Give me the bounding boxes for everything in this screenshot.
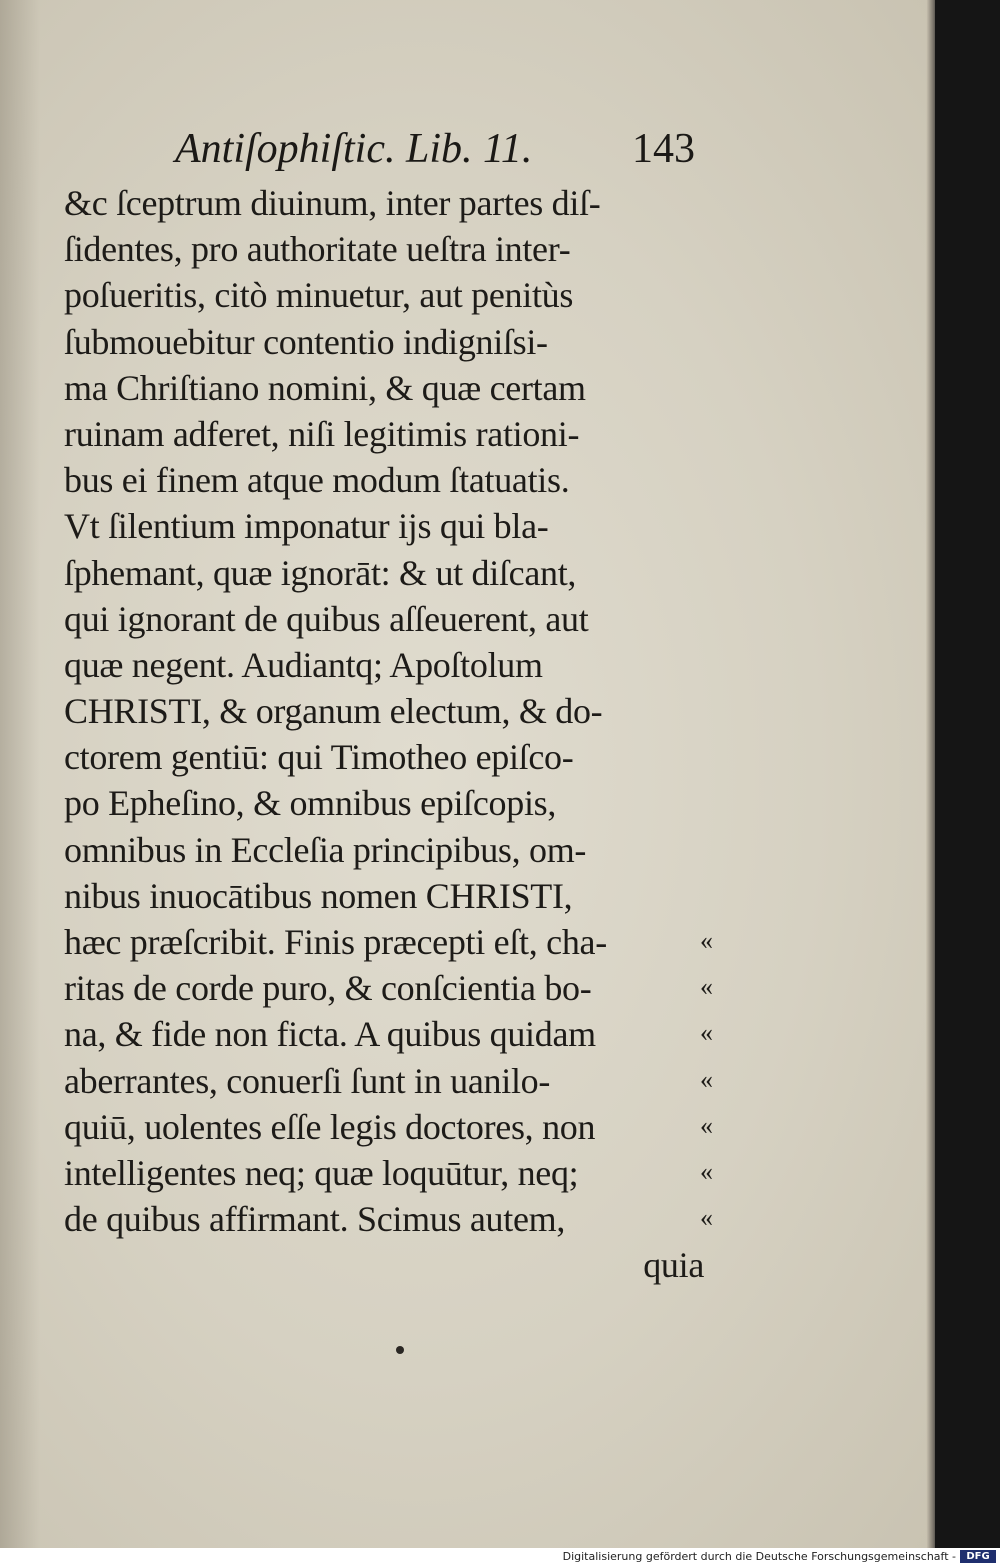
quote-mark: «: [700, 972, 713, 1002]
text-line: &c ſceptrum diuinum, inter partes diſ-: [64, 183, 601, 223]
quote-mark: «: [700, 1064, 713, 1094]
text-line: hæc præſcribit. Finis præcepti eſt, cha-: [64, 922, 607, 962]
scan-background: [935, 0, 1000, 1548]
quote-mark: «: [700, 1156, 713, 1186]
text-block: [64, 180, 704, 1289]
text-line: ſphemant, quæ ignorāt: & ut diſcant,: [64, 552, 577, 593]
text-line: quæ negent. Audiantq; Apoſtolum: [64, 644, 543, 685]
page-number: 143: [632, 126, 695, 172]
quote-mark: «: [700, 1018, 713, 1048]
quote-mark: «: [700, 926, 713, 955]
text-line: po Epheſino, & omnibus epiſcopis,: [64, 783, 557, 824]
text-line: ctorem gentiū: qui Timotheo epiſco-: [64, 737, 574, 778]
footer-credit: Digitalisierung gefördert durch die Deutsche Forschungsgemeinschaft -: [562, 1550, 956, 1563]
text-line: intelligentes neq; quæ loquūtur, neq;: [64, 1152, 579, 1193]
running-head: [175, 125, 695, 175]
text-line: quiū, uolentes eſſe legis doctores, non: [64, 1106, 596, 1147]
text-line: de quibus affirmant. Scimus autem,: [64, 1199, 566, 1240]
text-line: ſidentes, pro authoritate ueſtra inter-: [64, 229, 571, 270]
dfg-logo: DFG: [960, 1550, 996, 1563]
footer-bar: [0, 1548, 1000, 1566]
text-line: omnibus in Eccleſia principibus, om-: [64, 829, 587, 870]
text-line: poſueritis, citò minuetur, aut penitùs: [64, 275, 574, 316]
marginal-quote-marks: [700, 918, 740, 1241]
quote-mark: «: [700, 1110, 713, 1140]
text-line: nibus inuocātibus nomen CHRISTI,: [64, 875, 573, 916]
text-line: aberrantes, conuerſi ſunt in uanilo-: [64, 1060, 551, 1101]
text-line: ſubmouebitur contentio indigniſsi-: [64, 321, 548, 362]
text-line: CHRISTI, & organum electum, & do-: [64, 691, 603, 732]
quote-mark: «: [700, 1203, 713, 1233]
text-line: Vt ſilentium imponatur ijs qui bla-: [64, 506, 549, 547]
running-head-title: Antiſophiſtic. Lib. 11.: [175, 126, 533, 172]
gutter-shadow: [0, 0, 40, 1548]
text-line: ritas de corde puro, & conſcientia bo-: [64, 968, 592, 1009]
text-line: ma Chriſtiano nomini, & quæ certam: [64, 367, 586, 408]
text-line: na, & fide non ficta. A quibus quidam: [64, 1014, 596, 1055]
catchword: quia: [643, 1245, 704, 1286]
text-line: qui ignorant de quibus aſſeuerent, aut: [64, 598, 589, 639]
text-line: bus ei finem atque modum ſtatuatis.: [64, 460, 570, 501]
page-dot-mark: [396, 1346, 404, 1354]
text-line: ruinam adferet, niſi legitimis rationi-: [64, 413, 580, 454]
